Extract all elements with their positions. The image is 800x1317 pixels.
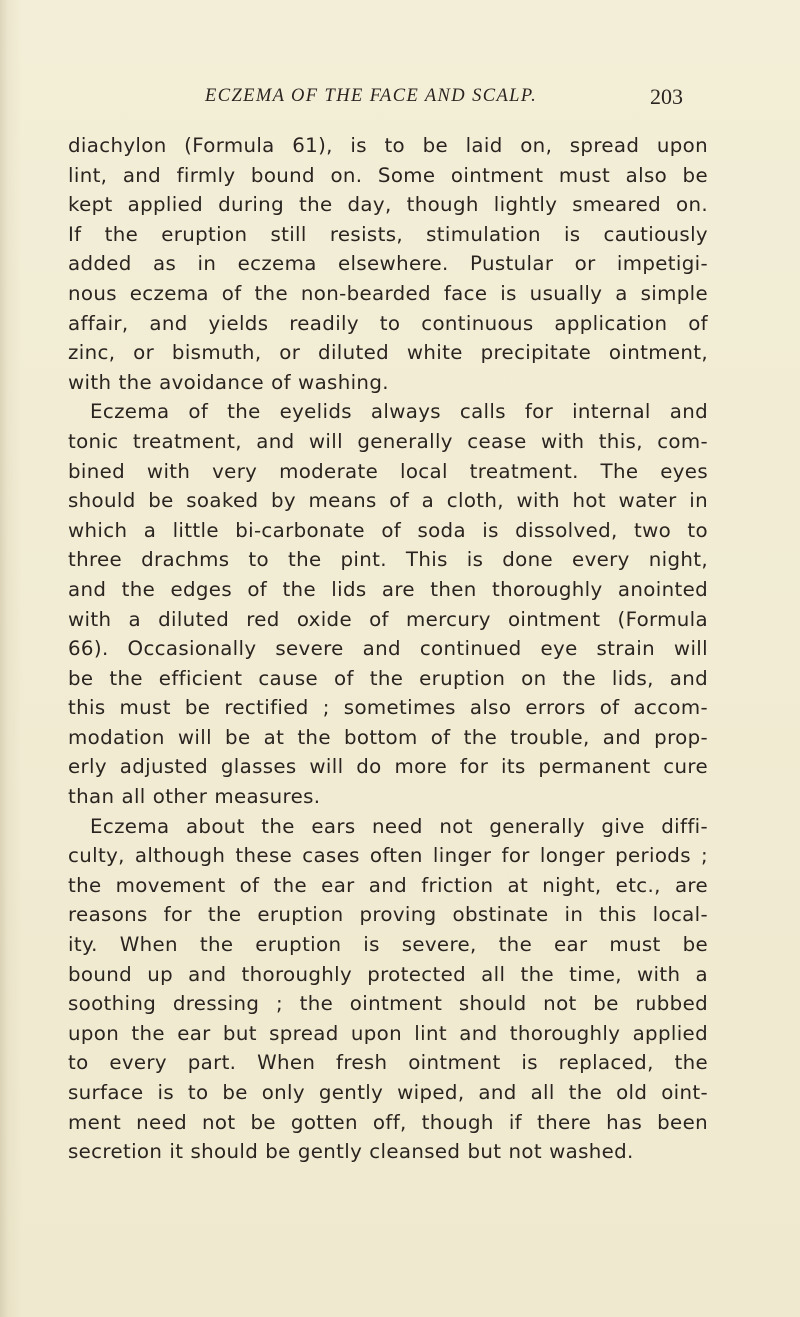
- page-number: 203: [650, 84, 683, 109]
- text-line: Eczema of the eyelids always calls for internal and: [90, 400, 708, 424]
- text-line: surface is to be only gently wiped, and all the old oint-: [68, 1081, 708, 1104]
- text-line: bined with very moderate local treatment. The eyes: [68, 459, 708, 483]
- text-line: three drachms to the pint. This is done every night,: [68, 548, 708, 572]
- text-line: If the eruption still resists, stimulation is cautiously: [68, 222, 708, 246]
- text-line: erly adjusted glasses will do more for its permanent cure: [68, 755, 708, 779]
- text-line: reasons for the eruption proving obstinate in this local-: [68, 903, 708, 927]
- text-line: tonic treatment, and will generally cease with this, com-: [68, 429, 708, 453]
- text-line: than all other measures.: [68, 785, 321, 809]
- text-line: soothing dressing ; the ointment should not be rubbed: [68, 992, 708, 1016]
- text-line: bound up and thoroughly protected all the time, with a: [68, 962, 708, 986]
- running-head: ECZEMA OF THE FACE AND SCALP.: [205, 86, 538, 106]
- text-line: zinc, or bismuth, or diluted white precipitate ointment,: [68, 341, 708, 365]
- text-line: added as in eczema elsewhere. Pustular or impetigi-: [68, 252, 708, 276]
- text-line: secretion it should be gently cleansed but not washed.: [68, 1140, 634, 1164]
- text-line: be the efficient cause of the eruption on the lids, and: [68, 666, 708, 690]
- page-header: [0, 86, 800, 116]
- text-line: upon the ear but spread upon lint and thoroughly applied: [68, 1021, 708, 1045]
- text-line: should be soaked by means of a cloth, with hot water in: [68, 489, 708, 513]
- text-line: culty, although these cases often linger for longer periods ;: [68, 844, 708, 868]
- text-line: ity. When the eruption is severe, the ear must be: [68, 933, 708, 957]
- text-line: 66). Occasionally severe and continued eye strain will: [68, 637, 708, 661]
- text-line: lint, and firmly bound on. Some ointment must also be: [68, 163, 708, 187]
- text-line: which a little bi-carbonate of soda is dissolved, two to: [68, 518, 708, 542]
- text-line: kept applied during the day, though lightly smeared on.: [68, 193, 708, 217]
- body-text: [68, 131, 708, 1167]
- text-line: the movement of the ear and friction at night, etc., are: [68, 873, 708, 897]
- text-line: with the avoidance of washing.: [68, 370, 389, 394]
- text-line: Eczema about the ears need not generally give diffi-: [90, 814, 708, 838]
- text-line: to every part. When fresh ointment is replaced, the: [68, 1051, 708, 1075]
- text-line: and the edges of the lids are then thoroughly anointed: [68, 577, 708, 601]
- text-line: with a diluted red oxide of mercury ointment (Formula: [68, 607, 708, 631]
- text-line: nous eczema of the non-bearded face is usually a simple: [68, 281, 708, 305]
- text-line: modation will be at the bottom of the trouble, and prop-: [68, 725, 708, 749]
- text-line: affair, and yields readily to continuous application of: [68, 311, 708, 335]
- text-line: ment need not be gotten off, though if there has been: [68, 1110, 708, 1134]
- text-line: diachylon (Formula 61), is to be laid on, spread upon: [68, 134, 708, 157]
- text-line: this must be rectified ; sometimes also errors of accom-: [68, 696, 708, 720]
